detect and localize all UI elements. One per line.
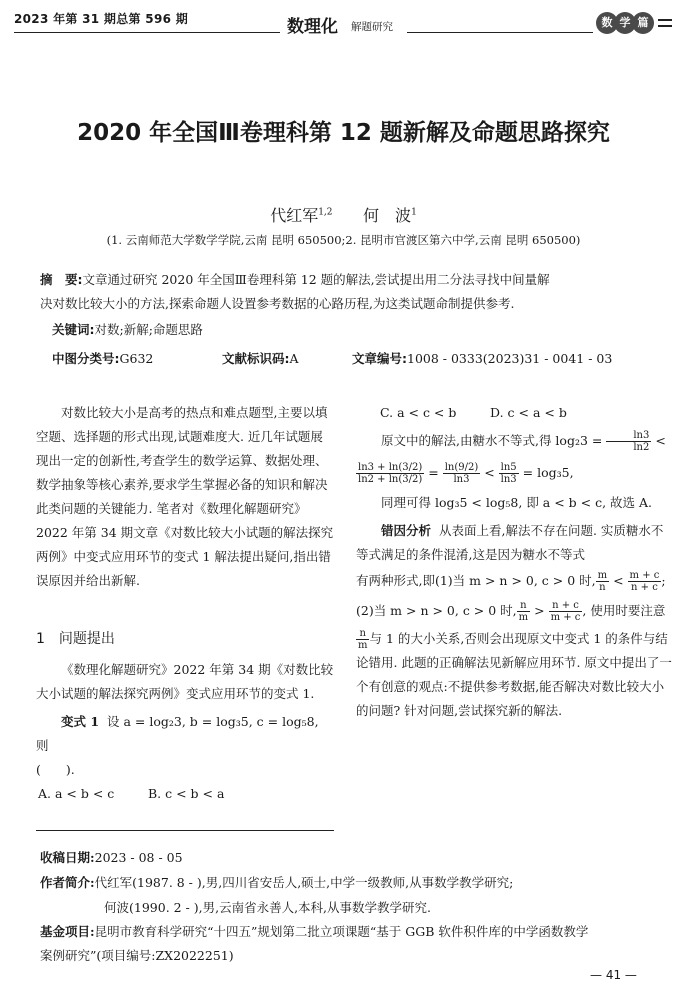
- received-label: 收稿日期:: [40, 850, 95, 865]
- error-analysis-text: (2)当 m > n > 0, c > 0 时,: [356, 603, 517, 618]
- article-no-value: 1008 - 0333(2023)31 - 0041 - 03: [407, 351, 613, 366]
- error-analysis-text: 从表面上看,解法不存在问题. 实质糖水不等式满足的条件混淆,这是因为糖水不等式: [356, 523, 664, 562]
- fraction: [596, 570, 609, 593]
- page-header: [0, 0, 687, 40]
- fraction: [517, 600, 530, 623]
- solution-text: <: [651, 433, 666, 448]
- fund-text-2: 案例研究”(项目编号:ZX2022251): [40, 948, 234, 963]
- numerator: n: [517, 600, 530, 612]
- numerator: n: [356, 628, 369, 640]
- section-heading: 1 问题提出: [36, 631, 115, 647]
- solution-line: [356, 429, 674, 453]
- fund-info: [40, 920, 680, 944]
- error-analysis-2: 有两种形式,即(1)当 m > n > 0, c > 0 时, $\frac{m}{n}$ < $\frac{m + c}{n + c}$ ;: [356, 570, 666, 593]
- footnote-rule: [36, 830, 334, 831]
- denominator: ln3: [500, 474, 517, 485]
- fund-text-1: 昆明市教育科学研究“十四五”规划第二批立项课题“基于 GGB 软件积件库的中学函数教学: [94, 924, 589, 939]
- author-name: 何 波: [363, 206, 412, 225]
- journal-subtitle: 解题研究: [351, 21, 393, 33]
- journal-brand: [287, 12, 405, 38]
- classification-line: [52, 347, 632, 371]
- badge-char: 数: [596, 12, 618, 34]
- affiliation: (1. 云南师范大学数学学院,云南 昆明 650500;2. 昆明市官渡区第六中学,云南 昆明 650500): [106, 233, 581, 247]
- numerator: ln3 + ln(3/2): [358, 462, 423, 473]
- numerator: ln(9/2): [444, 462, 479, 473]
- keywords: [52, 318, 203, 342]
- error-analysis-text: 与 1 的大小关系,否则会出现原文中变式 1 的条件与结论错用. 此题的正确解法见新解应用环节. 原文中提出了一个有创意的观点:不提供参考数据,能否解决对数比较大小的问题? 针对问题,尝试探究新的解法.: [356, 631, 672, 718]
- keywords-value: 对数;新解;命题思路: [94, 322, 203, 337]
- denominator: ln2: [633, 442, 650, 453]
- options-row: [356, 401, 674, 425]
- denominator: n + c: [631, 582, 658, 593]
- numerator: ln5: [500, 462, 517, 473]
- abstract-text: 文章通过研究 2020 年全国Ⅲ卷理科第 12 题的解法,尝试提出用二分法寻找中间量解: [82, 272, 550, 287]
- article-title: 2020 年全国Ⅲ卷理科第 12 题新解及命题思路探究: [77, 120, 610, 146]
- author-line: [0, 203, 687, 226]
- author-bio-label: 作者简介:: [40, 875, 95, 890]
- intro-paragraph: 对数比较大小是高考的热点和难点题型,主要以填空题、选择题的形式出现,试题难度大. 近几年试题展现出一定的创新性,考查学生的数学运算、数据处理、数学抽象等核心素养,要求学生掌握必备的知识和解决此类问题的关键能力. 笔者对《数理化解题研究》2022 年第 34 期文章《对数比较大小试题的解法探究两例》中变式应用环节的变式 1 解法提出疑问,指出错误原因并给出新解.: [36, 405, 334, 588]
- left-column-lower: [36, 658, 334, 806]
- fraction: [499, 462, 519, 485]
- option-c: C. a < c < b: [380, 405, 457, 420]
- fraction: [443, 462, 481, 485]
- abstract-line: 决对数比较大小的方法,探索命题人设置参考数据的心路历程,为这类试题命制提供参考.: [40, 296, 515, 311]
- answer-blank: ( ).: [36, 762, 75, 777]
- received-date: [40, 846, 680, 870]
- keywords-label: 关键词:: [52, 322, 95, 337]
- author-bio-1: 代红军(1987. 8 - ),男,四川省安岳人,硕士,中学一级教师,从事数学教学研究;: [94, 875, 514, 890]
- error-analysis-4: [356, 627, 674, 723]
- header-rule-right: [407, 32, 593, 33]
- denominator: m + c: [550, 612, 581, 623]
- options-row: [36, 782, 334, 806]
- solution-line: 同理可得 log₃5 < log₅8, 即 a < b < c, 故选 A.: [381, 495, 653, 510]
- fraction: [356, 628, 369, 651]
- error-analysis-text: 有两种形式,即(1)当 m > n > 0, c > 0 时,: [356, 573, 596, 588]
- denominator: n: [599, 582, 606, 593]
- numerator: m: [597, 570, 608, 581]
- abstract-label: 摘 要:: [40, 272, 83, 287]
- page-number: — 41 —: [590, 968, 637, 982]
- numerator: n + c: [549, 600, 583, 612]
- option-b: B. c < b < a: [148, 786, 225, 801]
- fraction: [549, 600, 583, 623]
- problem-paragraph: 《数理化解题研究》2022 年第 34 期《对数比较大小试题的解法探究两例》变式应用环节的变式 1.: [36, 662, 334, 701]
- badge-bars-icon: [658, 19, 672, 27]
- option-a: A. a < b < c: [38, 786, 115, 801]
- error-analysis-text: , 使用时要注意: [582, 603, 666, 618]
- section-badge: [596, 12, 674, 34]
- fund-label: 基金项目:: [40, 924, 95, 939]
- clc-value: G632: [119, 351, 154, 366]
- fraction: [628, 570, 662, 593]
- error-analysis-3: (2)当 m > n > 0, c > 0 时, $\frac{n}{m}$ > $\frac{n + c}{m + c}$ , 使用时要注意: [356, 600, 666, 623]
- author-name: 代红军: [270, 206, 319, 225]
- clc-label: 中图分类号:: [52, 351, 120, 366]
- variant-line: [36, 710, 334, 758]
- fraction: [356, 462, 424, 485]
- badge-char: 篇: [632, 12, 654, 34]
- error-analysis-1: [356, 519, 674, 567]
- badge-char: 学: [614, 12, 636, 34]
- received-value: 2023 - 08 - 05: [94, 850, 183, 865]
- right-column: [356, 401, 674, 723]
- solution-text: 原文中的解法,由糖水不等式,得 log₂3 =: [381, 433, 607, 448]
- numerator: m + c: [629, 570, 660, 581]
- author-affil-mark: 1: [411, 207, 417, 218]
- abstract-line: [40, 268, 550, 292]
- denominator: m: [358, 640, 368, 651]
- solution-equation: $\frac{\ln 3 + \ln(3/2)}{\ln 2 + \ln(3/2)}$ = $\frac{\ln(9/2)}{\ln 3}$ < $\frac{\ln 5}{\ln 3}$ = log₃5,: [358, 462, 574, 485]
- solution-text: = log₃5,: [518, 465, 574, 480]
- denominator: m: [518, 612, 529, 623]
- error-analysis-label: 错因分析: [381, 523, 432, 538]
- fraction: [606, 430, 651, 453]
- doc-code-value: A: [289, 351, 299, 366]
- journal-name: 数理化: [287, 17, 338, 37]
- left-column: [36, 401, 334, 593]
- variant-label: 变式 1: [61, 714, 100, 729]
- doc-code-label: 文献标识码:: [222, 351, 290, 366]
- article-no-label: 文章编号:: [352, 351, 407, 366]
- author-bio-2: 何波(1990. 2 - ),男,云南省永善人,本科,从事数学教学研究.: [104, 900, 432, 915]
- denominator: ln2 + ln(3/2): [358, 474, 423, 485]
- author-affil-mark: 1,2: [318, 207, 333, 218]
- denominator: ln3: [453, 474, 470, 485]
- issue-info: 2023 年第 31 期总第 596 期: [14, 12, 189, 26]
- option-d: D. c < a < b: [490, 405, 567, 420]
- header-rule-left: [14, 32, 280, 33]
- author-bio: [40, 871, 680, 895]
- variant-text: 设 a = log₂3, b = log₃5, c = log₅8, 则: [36, 714, 319, 753]
- numerator: ln3: [606, 430, 651, 442]
